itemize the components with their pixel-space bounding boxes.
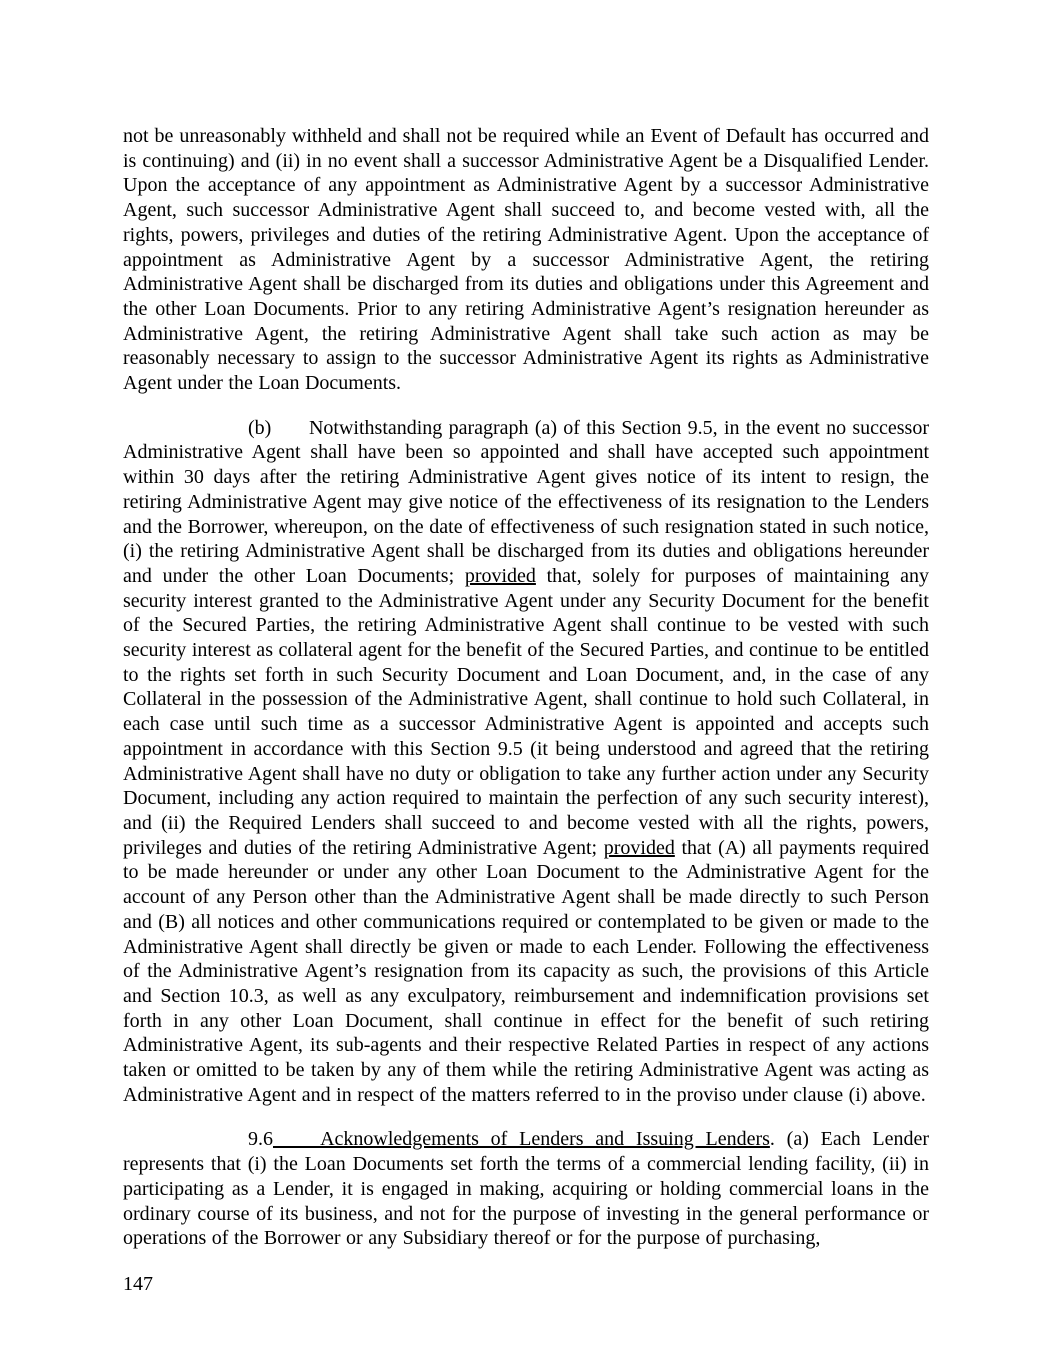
text-segment: that, solely for purposes of maintaining any security interest granted to the Administrative Agent under any Security Document for the benefit of the Secured Parties, the retiring Administrative Agent shall continue to be vested with such security interest as collateral agent for the benefit of the Secured Parties, and continue to be entitled to the rights set forth in such Security Document and Loan Document, and, in the case of any Collateral in the possession of the Administrative Agent, shall continue to hold such Collateral, in each case until such time as a successor Administrative Agent is appointed and accepts such appointment in accordance with this Section 9.5 (it being understood and agreed that the retiring Administrative Agent shall have no duty or obligation to take any further action under any Security Document, including any action required to maintain the perfection of any such security interest), and (ii) the Required Lenders shall succeed to and become vested with all the rights, powers, privileges and duties of the retiring Administrative Agent; — [123, 564, 930, 859]
text-segment: . (a) Each Lender represents that (i) the Loan Documents set forth the terms of a commercial lending facility, (ii) in participating as a Lender, it is engaged in making, acquiring or holding commercial loans in the ordinary course of its business, and not for the purpose of investing in the general performance or operations of the Borrower or any Subsidiary thereof or for the purpose of purchasing, — [123, 1128, 929, 1250]
page-number: 147 — [123, 1273, 153, 1295]
underlined-text-segment: provided — [603, 836, 675, 859]
paragraph-b — [123, 416, 929, 1108]
text-segment: not be unreasonably withheld and shall not be required while an Event of Default has occurred and is continuing) and (ii) in no event shall a successor Administrative Agent be a Disqualified Lender. Upon the acceptance of any appointment as Administrative Agent by a successor Administrative Agent, such successor Administrative Agent shall succeed to, and become vested with, all the rights, powers, privileges and duties of the retiring Administrative Agent. Upon the acceptance of appointment as Administrative Agent by a successor Administrative Agent, the retiring Administrative Agent shall be discharged from its duties and obligations under this Agreement and the other Loan Documents. Prior to any retiring Administrative Agent’s resignation hereunder as Administrative Agent, the retiring Administrative Agent shall take such action as may be reasonably necessary to assign to the successor Administrative Agent its rights as Administrative Agent under the Loan Documents. — [123, 125, 929, 395]
continuation-paragraph — [123, 124, 929, 396]
text-segment: 9.6 — [248, 1128, 273, 1151]
underlined-text-segment: provided — [464, 564, 536, 587]
underlined-text-segment: Acknowledgements of Lenders and Issuing Lenders — [273, 1128, 770, 1151]
document-body — [123, 124, 929, 1271]
section-9-6-paragraph — [123, 1127, 929, 1251]
text-segment: (b) Notwithstanding paragraph (a) of this Section 9.5, in the event no successor Administrative Agent shall have been so appointed and shall have accepted such appointment within 30 days after the retiring Administrative Agent gives notice of its intent to resign, the retiring Administrative Agent may give notice of the effectiveness of its resignation to the Lenders and the Borrower, whereupon, on the date of effectiveness of such resignation stated in such notice, (i) the retiring Administrative Agent shall be discharged from its duties and obligations hereunder and under the other Loan Documents; — [123, 416, 929, 587]
text-segment: that (A) all payments required to be made hereunder or under any other Loan Document to the Administrative Agent for the account of any Person other than the Administrative Agent shall be made directly to such Person and (B) all notices and other communications required or contemplated to be given or made to the Administrative Agent shall directly be given or made to each Lender. Following the effectiveness of the Administrative Agent’s resignation from its capacity as such, the provisions of this Article and Section 10.3, as well as any exculpatory, reimbursement and indemnification provisions set forth in any other Loan Document, shall continue in effect for the benefit of such retiring Administrative Agent, its sub-agents and their respective Related Parties in respect of any actions taken or omitted to be taken by any of them while the retiring Administrative Agent was acting as Administrative Agent and in respect of the matters referred to in the proviso under clause (i) above. — [123, 836, 930, 1106]
